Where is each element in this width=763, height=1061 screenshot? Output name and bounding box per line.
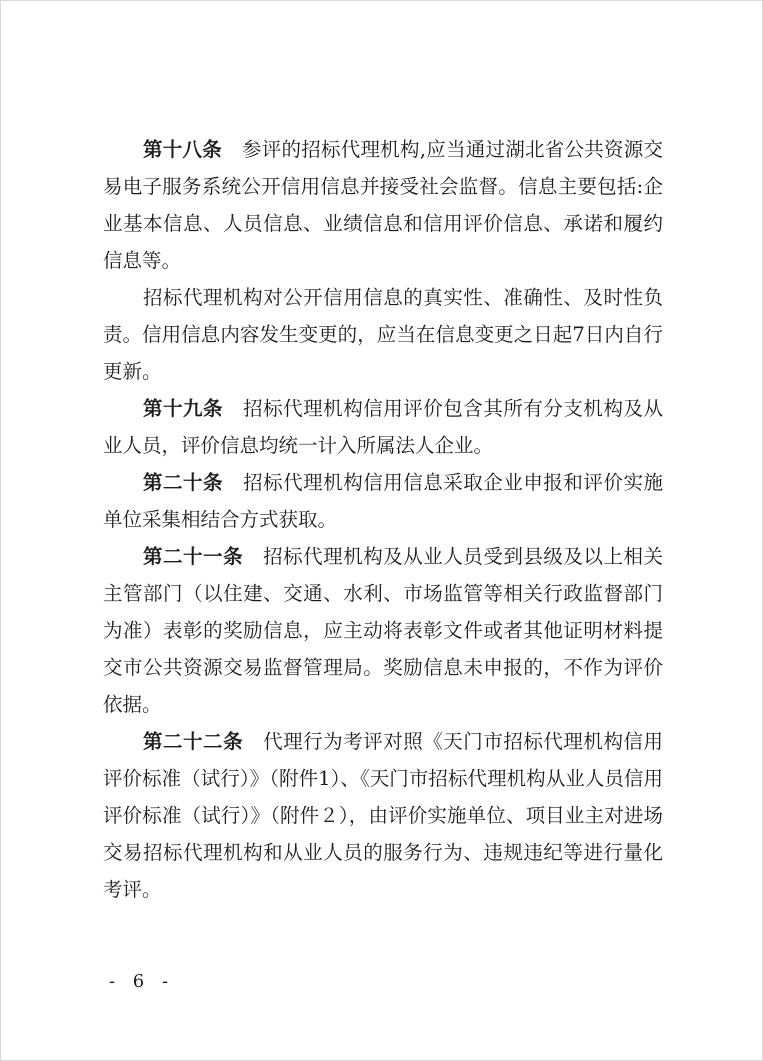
- document-body: [103, 131, 663, 908]
- article-18: [103, 131, 663, 279]
- article-22: [103, 723, 663, 908]
- article-20: [103, 464, 663, 538]
- article-22-heading: 第二十二条: [143, 730, 244, 753]
- article-19: [103, 390, 663, 464]
- article-19-text: 招标代理机构信用评价包含其所有分支机构及从业人员，评价信息均统一计入所属法人企业。: [103, 397, 663, 457]
- article-20-heading: 第二十条: [143, 471, 224, 494]
- article-19-heading: 第十九条: [143, 397, 224, 420]
- article-21-text: 招标代理机构及从业人员受到县级及以上相关主管部门（以住建、交通、水利、市场监管等相关行政监督部门为准）表彰的奖励信息，应主动将表彰文件或者其他证明材料提交市公共资源交易监督管理局。奖励信息未申报的，不作为评价依据。: [103, 545, 663, 716]
- article-18-paragraph-2-text: 招标代理机构对公开信用信息的真实性、准确性、及时性负责。信用信息内容发生变更的，应当在信息变更之日起7日内自行更新。: [103, 286, 663, 383]
- article-21: [103, 538, 663, 723]
- page-number: - 6 -: [109, 971, 175, 992]
- article-18-paragraph-2: [103, 279, 663, 390]
- article-20-text: 招标代理机构信用信息采取企业申报和评价实施单位采集相结合方式获取。: [103, 471, 663, 531]
- article-21-heading: 第二十一条: [143, 545, 244, 568]
- article-22-text: 代理行为考评对照《天门市招标代理机构信用评价标准（试行）》（附件1）、《天门市招标代理机构从业人员信用评价标准（试行）》（附件２），由评价实施单位、项目业主对进场交易招标代理机构和从业人员的服务行为、违规违纪等进行量化考评。: [103, 730, 663, 901]
- article-18-text: 参评的招标代理机构,应当通过湖北省公共资源交易电子服务系统公开信用信息并接受社会监督。信息主要包括:企业基本信息、人员信息、业绩信息和信用评价信息、承诺和履约信息等。: [103, 138, 663, 272]
- article-18-heading: 第十八条: [143, 138, 223, 161]
